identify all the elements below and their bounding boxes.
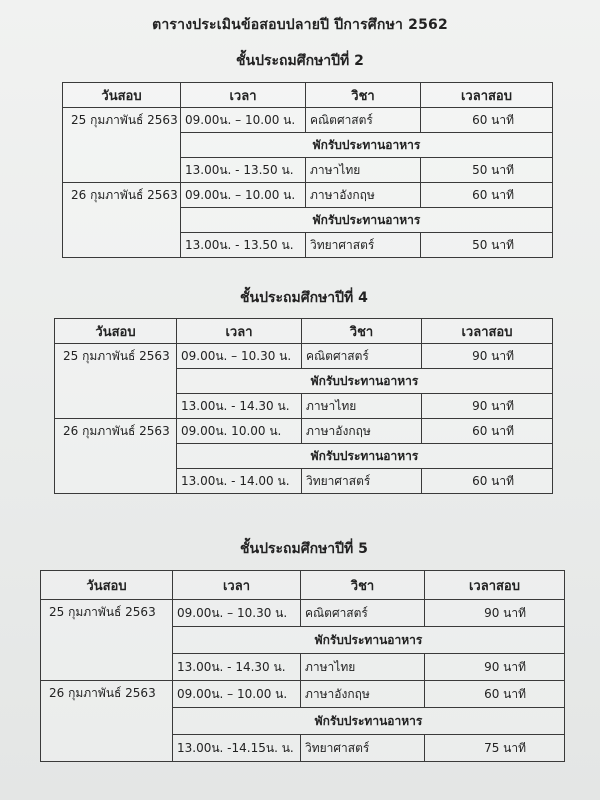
exam-date: 26 กุมภาพันธ์ 2563 (41, 681, 173, 762)
exam-subject: วิทยาศาสตร์ (301, 735, 425, 762)
exam-duration: 60 นาที (425, 681, 565, 708)
exam-subject: คณิตศาสตร์ (302, 344, 422, 369)
header-duration: เวลาสอบ (425, 571, 565, 600)
section-heading-grade-5: ชั้นประถมศึกษาปีที่ 5 (240, 541, 368, 557)
exam-subject: ภาษาอังกฤษ (306, 183, 421, 208)
table-header-row (55, 319, 553, 344)
table-row (55, 419, 553, 444)
header-subject: วิชา (301, 571, 425, 600)
lunch-break-label: พักรับประทานอาหาร (173, 708, 565, 735)
lunch-break-label: พักรับประทานอาหาร (173, 627, 565, 654)
header-date: วันสอบ (63, 83, 181, 108)
exam-subject: ภาษาไทย (306, 158, 421, 183)
table-row (63, 108, 553, 133)
exam-subject: ภาษาอังกฤษ (302, 419, 422, 444)
exam-subject: ภาษาไทย (301, 654, 425, 681)
table-row (55, 344, 553, 369)
exam-time: 09.00น. – 10.30 น. (177, 344, 302, 369)
exam-table-grade-2 (62, 82, 553, 258)
section-heading-grade-2: ชั้นประถมศึกษาปีที่ 2 (236, 53, 364, 69)
exam-time: 13.00น. - 13.50 น. (181, 158, 306, 183)
exam-date: 26 กุมภาพันธ์ 2563 (63, 183, 181, 258)
exam-subject: คณิตศาสตร์ (306, 108, 421, 133)
exam-time: 13.00น. - 13.50 น. (181, 233, 306, 258)
exam-date: 26 กุมภาพันธ์ 2563 (55, 419, 177, 494)
section-heading-grade-4: ชั้นประถมศึกษาปีที่ 4 (240, 290, 368, 306)
lunch-break-label: พักรับประทานอาหาร (177, 444, 553, 469)
exam-duration: 60 นาที (421, 183, 553, 208)
document-title: ตารางประเมินข้อสอบปลายปี ปีการศึกษา 2562 (152, 17, 448, 33)
exam-subject: ภาษาอังกฤษ (301, 681, 425, 708)
exam-duration: 60 นาที (422, 469, 553, 494)
exam-duration: 75 นาที (425, 735, 565, 762)
table-row (41, 600, 565, 627)
exam-duration: 50 นาที (421, 233, 553, 258)
exam-subject: วิทยาศาสตร์ (302, 469, 422, 494)
exam-duration: 60 นาที (422, 419, 553, 444)
lunch-break-label: พักรับประทานอาหาร (181, 133, 553, 158)
exam-subject: วิทยาศาสตร์ (306, 233, 421, 258)
header-date: วันสอบ (55, 319, 177, 344)
header-time: เวลา (181, 83, 306, 108)
header-time: เวลา (177, 319, 302, 344)
exam-duration: 50 นาที (421, 158, 553, 183)
exam-time: 09.00น. – 10.30 น. (173, 600, 301, 627)
exam-table-grade-5 (40, 570, 565, 762)
header-duration: เวลาสอบ (421, 83, 553, 108)
exam-subject: ภาษาไทย (302, 394, 422, 419)
exam-time: 13.00น. - 14.30 น. (177, 394, 302, 419)
exam-time: 13.00น. - 14.00 น. (177, 469, 302, 494)
header-date: วันสอบ (41, 571, 173, 600)
table-header-row (63, 83, 553, 108)
header-subject: วิชา (306, 83, 421, 108)
exam-time: 09.00น. – 10.00 น. (181, 183, 306, 208)
exam-time: 13.00น. - 14.30 น. (173, 654, 301, 681)
exam-duration: 90 นาที (422, 344, 553, 369)
exam-date: 25 กุมภาพันธ์ 2563 (55, 344, 177, 419)
exam-duration: 90 นาที (425, 600, 565, 627)
exam-time: 09.00น. – 10.00 น. (181, 108, 306, 133)
exam-date: 25 กุมภาพันธ์ 2563 (41, 600, 173, 681)
header-time: เวลา (173, 571, 301, 600)
exam-time: 09.00น. – 10.00 น. (173, 681, 301, 708)
table-row (63, 183, 553, 208)
exam-date: 25 กุมภาพันธ์ 2563 (63, 108, 181, 183)
header-subject: วิชา (302, 319, 422, 344)
header-duration: เวลาสอบ (422, 319, 553, 344)
lunch-break-label: พักรับประทานอาหาร (177, 369, 553, 394)
exam-subject: คณิตศาสตร์ (301, 600, 425, 627)
lunch-break-label: พักรับประทานอาหาร (181, 208, 553, 233)
exam-duration: 90 นาที (425, 654, 565, 681)
exam-time: 13.00น. -14.15น. น. (173, 735, 301, 762)
table-header-row (41, 571, 565, 600)
exam-duration: 60 นาที (421, 108, 553, 133)
exam-duration: 90 นาที (422, 394, 553, 419)
exam-table-grade-4 (54, 318, 553, 494)
exam-time: 09.00น. 10.00 น. (177, 419, 302, 444)
table-row (41, 681, 565, 708)
